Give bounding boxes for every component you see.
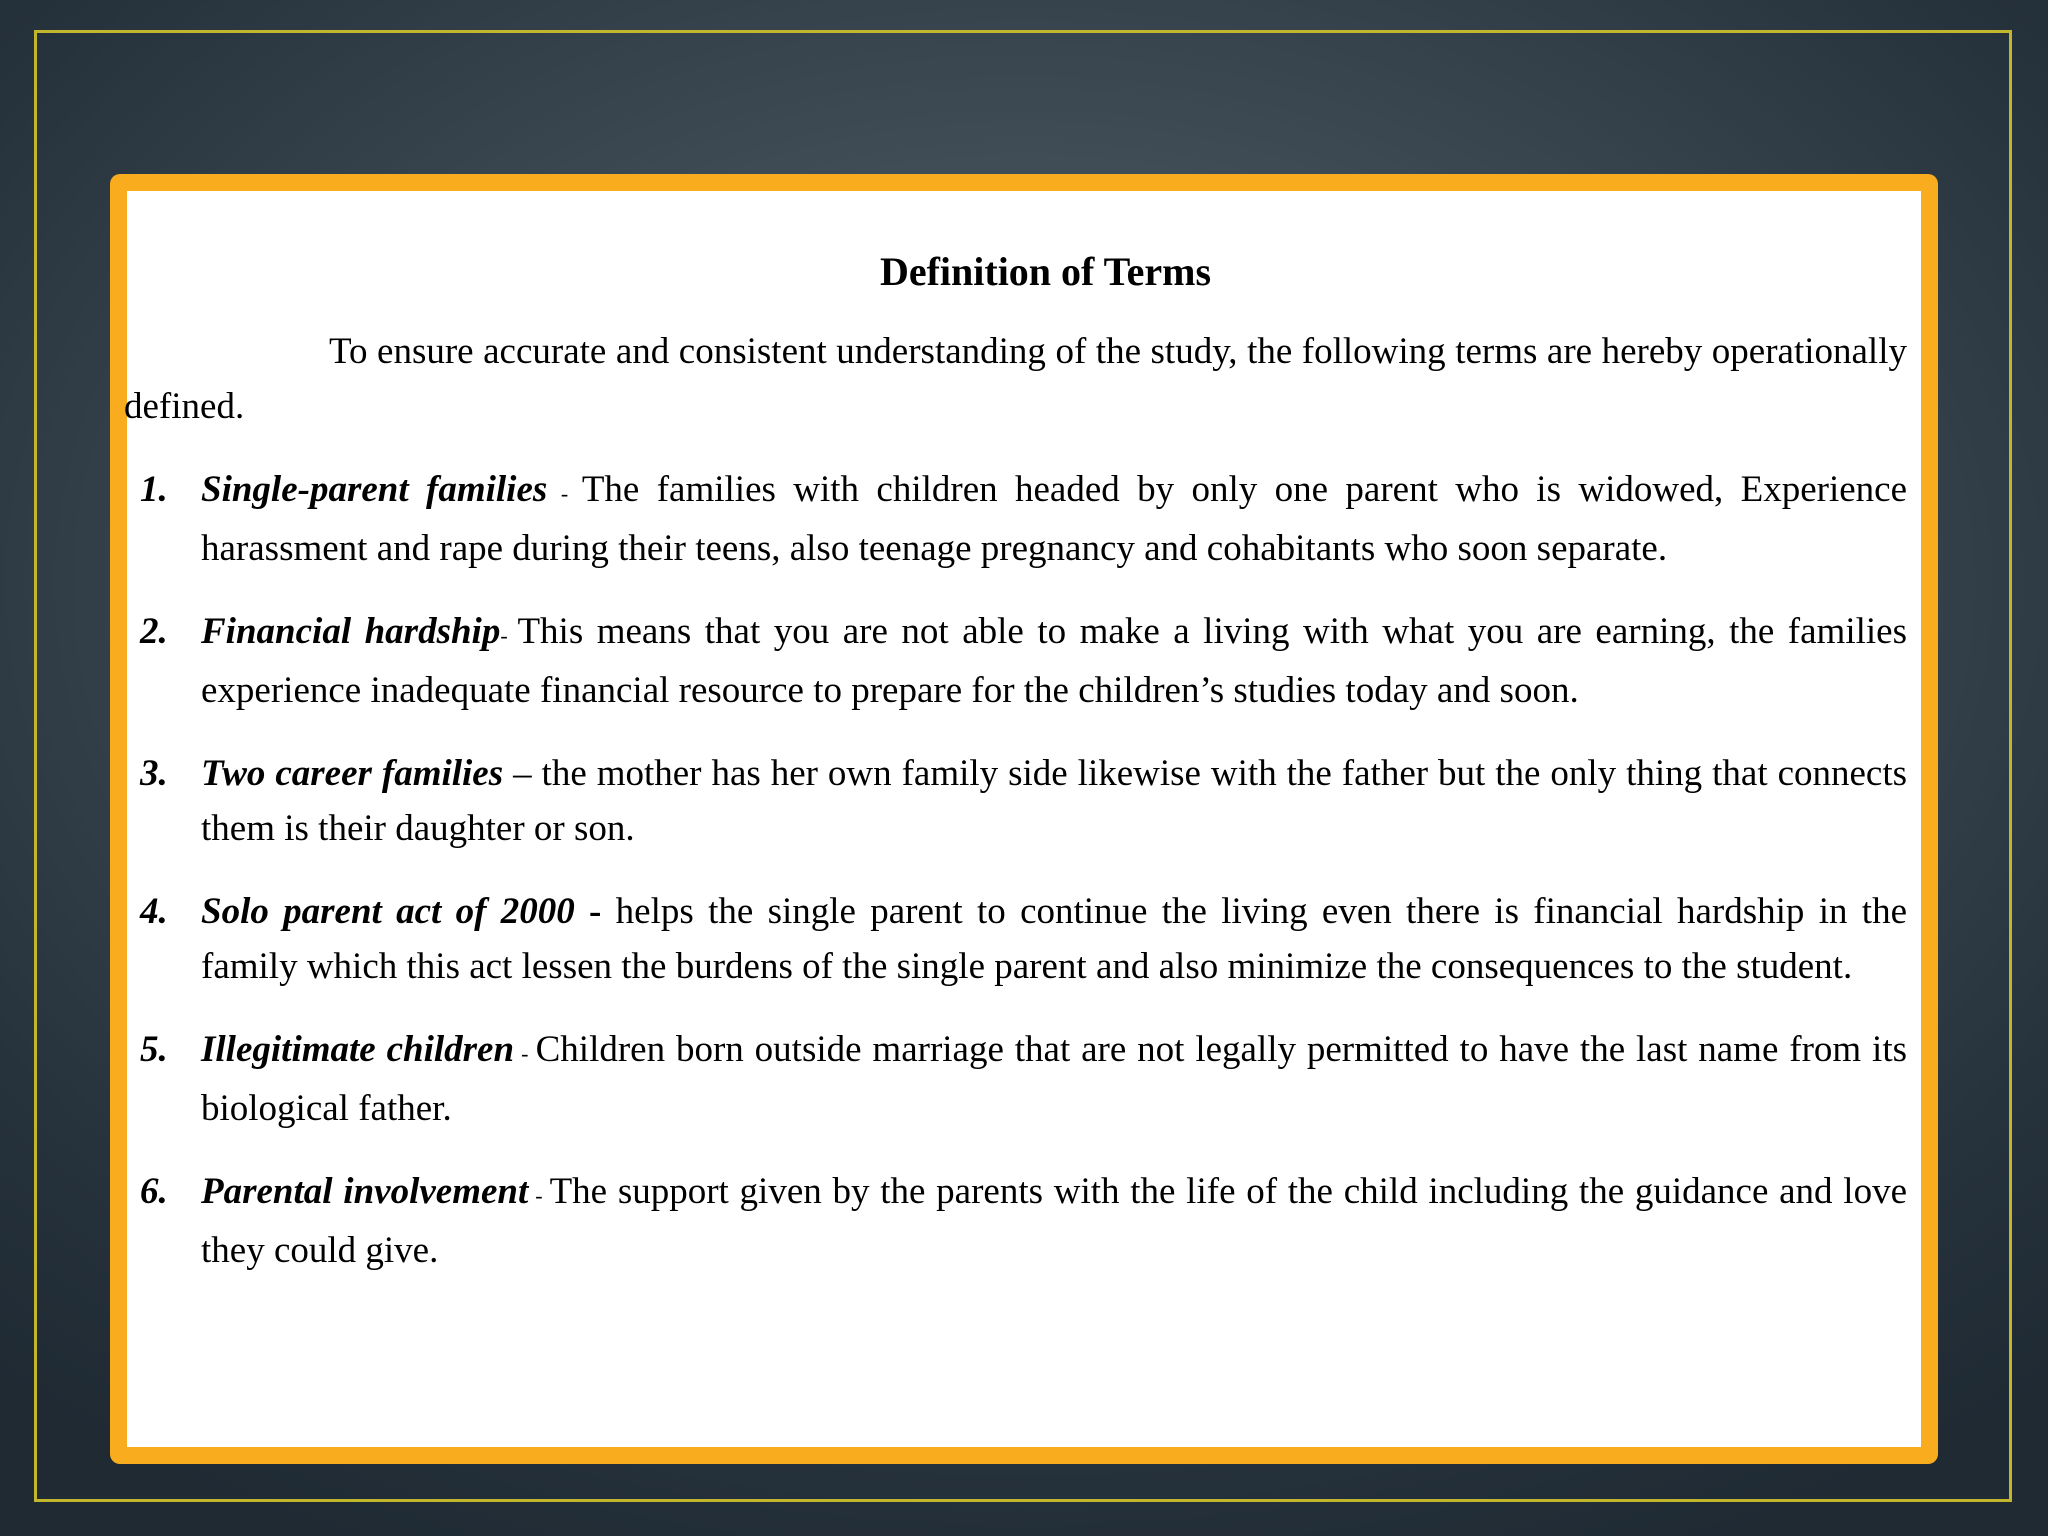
term-name: Illegitimate children — [201, 1029, 515, 1070]
term-separator: - — [528, 1183, 550, 1208]
term-separator: - — [574, 891, 616, 932]
item-number: 1. — [140, 469, 168, 510]
item-number: 6. — [140, 1171, 168, 1212]
definition-item-4 — [124, 884, 1907, 994]
definition-list — [124, 462, 1907, 1278]
term-name: Financial hardship — [201, 611, 501, 652]
definition-item-6 — [124, 1164, 1907, 1278]
document-body — [124, 248, 1907, 1306]
term-separator: - — [514, 1041, 536, 1066]
term-definition: Children born outside marriage that are not legally permitted to have the last name from its biological father. — [201, 1029, 1908, 1129]
definition-item-5 — [124, 1022, 1907, 1136]
page-title: Definition of Terms — [879, 249, 1212, 294]
term-name: Parental involvement — [201, 1171, 529, 1212]
term-name: Solo parent act of 2000 — [201, 891, 575, 932]
term-separator: - — [547, 481, 582, 506]
term-definition: The support given by the parents with the life of the child including the guidance and love they could give. — [201, 1171, 1907, 1271]
term-definition: This means that you are not able to make a living with what you are earning, the families experience inadequate financial resource to prepare for the children’s studies today and soon. — [201, 611, 1907, 711]
term-definition: The families with children headed by only one parent who is widowed, Experience harassment and rape during their teens, also teenage pregnancy and cohabitants who soon separate. — [201, 469, 1908, 569]
term-separator: – — [503, 753, 542, 794]
definition-item-1 — [124, 462, 1907, 576]
term-name: Single-parent families — [201, 469, 548, 510]
item-number: 3. — [140, 753, 168, 794]
item-number: 2. — [140, 611, 168, 652]
item-number: 4. — [140, 891, 168, 932]
item-number: 5. — [140, 1029, 168, 1070]
definition-item-3 — [124, 746, 1907, 856]
term-definition: helps the single parent to continue the living even there is financial hardship in the family which this act lessen the burdens of the single parent and also minimize the consequences to the student. — [201, 891, 1907, 987]
term-definition: the mother has her own family side likewise with the father but the only thing that connects them is their daughter or son. — [201, 753, 1908, 849]
definition-item-2 — [124, 604, 1907, 718]
term-separator: - — [500, 623, 518, 648]
intro-paragraph: To ensure accurate and consistent understanding of the study, the following terms are hereby operationally defined. — [124, 331, 1907, 427]
term-name: Two career families — [201, 753, 504, 794]
